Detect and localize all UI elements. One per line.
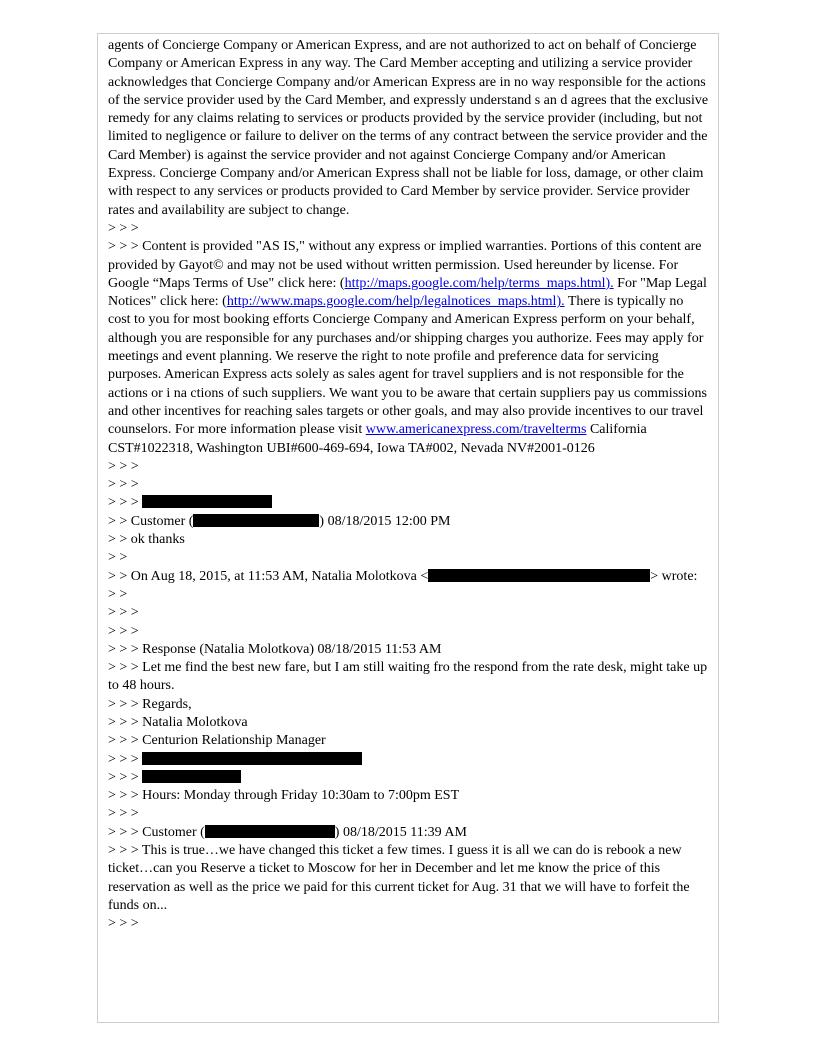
- email-thread-document: [108, 37, 709, 934]
- quote-marker-line: > > >: [108, 916, 139, 932]
- response-body: > > > Let me find the best new fare, but I am still waiting fro the respond from the rate desk, might take up to 48 hours.: [108, 660, 708, 694]
- forwarded-message-intro: > > On Aug 18, 2015, at 11:53 AM, Natalia Molotkova < > wrote:: [108, 568, 698, 584]
- signature-hours: > > > Hours: Monday through Friday 10:30am to 7:00pm EST: [108, 788, 460, 804]
- response-header-natalia: > > > Response (Natalia Molotkova) 08/18/2015 11:53 AM: [108, 641, 442, 657]
- redaction-bar: [193, 514, 319, 527]
- redacted-line: > > >: [108, 769, 709, 787]
- signature-title: > > > Centurion Relationship Manager: [108, 733, 326, 749]
- quote-marker-line: > > >: [108, 220, 139, 236]
- quote-marker-line: > > >: [108, 623, 139, 639]
- signature-regards: > > > Regards,: [108, 696, 192, 712]
- redacted-line: > > >: [108, 494, 709, 512]
- redaction-bar: [428, 569, 650, 582]
- customer-message-body-ok-thanks: > > ok thanks: [108, 532, 185, 548]
- customer-message-header-1200pm: > > Customer ( ) 08/18/2015 12:00 PM: [108, 513, 451, 529]
- redacted-line: > > >: [108, 751, 709, 769]
- quote-marker-line: > > >: [108, 605, 139, 621]
- disclaimer-content-paragraph: > > > Content is provided "AS IS," without any express or implied warranties. Portions of this content are provided by Gayot© and may not be used without written permission. Used hereunder by license. For Google “Maps Terms of Use" click here: (http://maps.google.com/help/terms_maps.html). For "Map Legal Notices" click here: (http://www.maps.google.com/help/legalnotices_maps.html). There is typically no cost to you for most booking efforts Concierge Company and American Express perform on your behalf, although you are responsible for any purchases and/or shipping charges you authorize. Fees may apply for meetings and event planning. We reserve the right to note profile and preference data for servicing purposes. American Express acts solely as sales agent for travel suppliers and is not responsible for the actions or i na ctions of such suppliers. We want you to be aware that certain suppliers pay us commissions and other incentives for reaching sales targets or other goals, and may also provide incentives to our travel counselors. For more information please visit www.americanexpress.com/travelterms California CST#1022318, Washington UBI#600-469-694, Iowa TA#002, Nevada NV#2001-0126: [108, 239, 707, 456]
- quote-marker-line: > > >: [108, 458, 139, 474]
- quote-marker-line: > > >: [108, 477, 139, 493]
- hyperlink[interactable]: www.americanexpress.com/travelterms: [365, 422, 587, 438]
- redaction-bar: [142, 770, 241, 783]
- redaction-bar: [205, 825, 335, 838]
- quote-marker-line: > >: [108, 586, 128, 602]
- redaction-bar: [142, 752, 362, 765]
- customer-message-body: > > > This is true…we have changed this ticket a few times. I guess it is all we can do is rebook a new ticket…can you Reserve a ticket to Moscow for her in December and let me know the price of this reservation as well as the price we paid for this current ticket for Aug. 31 that we will have to forfeit the funds on...: [108, 843, 690, 913]
- redaction-bar: [142, 495, 272, 508]
- quote-marker-line: > >: [108, 550, 128, 566]
- disclaimer-liability-paragraph: agents of Concierge Company or American Express, and are not authorized to act on behalf of Concierge Company or American Express in any way. The Card Member accepting and utilizing a service provider acknowledges that Concierge Company and/or American Express are in no way responsible for the actions of the service provider used by the Card Member, and expressly understand s an d agrees that the exclusive remedy for any claims relating to services or products provided by the service provider (including, but not limited to negligence or failure to deliver on the terms of any contract between the service provider and the Card Member) is against the service provider and not against Concierge Company and/or American Express. Concierge Company and/or American Express shall not be liable for loss, damage, or other claim with respect to any services or products provided to Card Member by service provider. Service provider rates and availability are subject to change.: [108, 38, 709, 218]
- signature-name: > > > Natalia Molotkova: [108, 714, 248, 730]
- customer-message-header-1139am: > > > Customer ( ) 08/18/2015 11:39 AM: [108, 824, 467, 840]
- quote-marker-line: > > >: [108, 806, 139, 822]
- hyperlink[interactable]: http://www.maps.google.com/help/legalnotices_maps.html).: [226, 294, 565, 310]
- hyperlink[interactable]: http://maps.google.com/help/terms_maps.html).: [344, 275, 614, 291]
